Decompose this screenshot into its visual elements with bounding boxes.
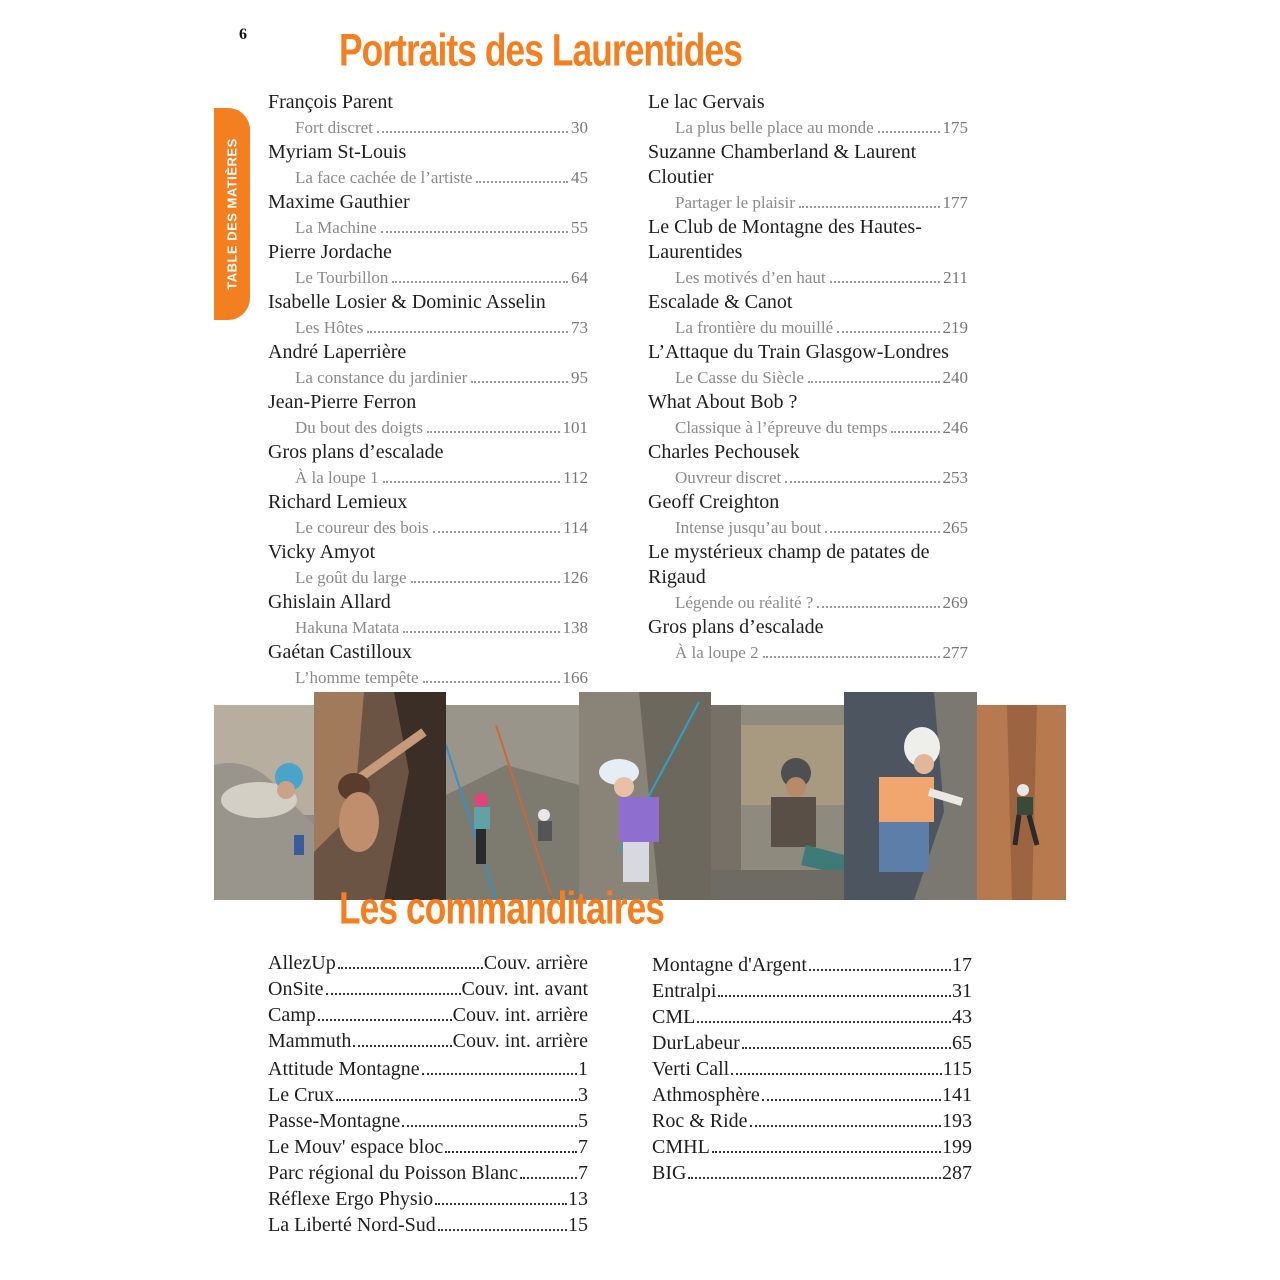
toc-entry-subtitle: Classique à l’épreuve du temps — [675, 418, 888, 437]
toc-entry-subtitle: À la loupe 2 — [675, 643, 759, 662]
toc-entry[interactable] — [648, 540, 968, 615]
toc-entry[interactable] — [268, 440, 588, 490]
dot-leader — [712, 1151, 941, 1153]
toc-entry-subtitle: La plus belle place au monde — [675, 118, 874, 137]
dot-leader — [338, 967, 483, 969]
toc-entry-page: 112 — [563, 468, 588, 487]
page-number: 6 — [239, 26, 247, 43]
dot-leader — [423, 681, 560, 683]
toc-entry-page: 211 — [943, 268, 968, 287]
sponsor-page: Couv. int. arrière — [452, 1004, 588, 1026]
toc-entry-subtitle: À la loupe 1 — [295, 468, 379, 487]
section-title-portraits: Portraits des Laurentides — [339, 26, 742, 77]
dot-leader — [809, 969, 951, 971]
toc-entry-title: Isabelle Losier & Dominic Asselin — [268, 291, 546, 313]
toc-entry-page: 55 — [571, 218, 588, 237]
dot-leader — [476, 181, 568, 183]
toc-entry-subtitle-row — [648, 265, 968, 290]
dot-leader — [433, 531, 561, 533]
toc-entry-subtitle: Le goût du large — [295, 568, 407, 587]
sponsor-row[interactable] — [652, 978, 972, 1004]
dot-leader — [353, 1045, 451, 1047]
toc-entry[interactable] — [268, 90, 588, 140]
dot-leader — [411, 581, 560, 583]
sponsor-name: Mammuth — [268, 1030, 352, 1052]
dot-leader — [438, 1229, 567, 1231]
toc-entry-page: 95 — [571, 368, 588, 387]
side-tab-table-of-contents — [214, 108, 250, 320]
sponsor-page: 15 — [568, 1214, 588, 1236]
sponsors-right-column — [652, 952, 972, 1186]
toc-entry-subtitle: La face cachée de l’artiste — [295, 168, 473, 187]
photo-5 — [711, 705, 844, 900]
toc-entry-subtitle: Les motivés d’en haut — [675, 268, 826, 287]
toc-entry-title: François Parent — [268, 91, 393, 113]
toc-entry-subtitle-row — [648, 365, 968, 390]
dot-leader — [830, 281, 941, 283]
toc-entry-subtitle-row — [268, 265, 588, 290]
sponsor-row[interactable] — [652, 1082, 972, 1108]
toc-entry-title: L’Attaque du Train Glasgow-Londres — [648, 341, 949, 363]
toc-entry-subtitle-row — [648, 590, 968, 615]
sponsor-page: Couv. int. arrière — [452, 1030, 588, 1052]
toc-entry-subtitle-row — [268, 315, 588, 340]
toc-entry[interactable] — [268, 190, 588, 240]
toc-entry-title: Gros plans d’escalade — [648, 616, 824, 638]
toc-entry-subtitle-row — [648, 315, 968, 340]
sponsor-name: CMHL — [652, 1136, 710, 1158]
toc-entry-title: Le lac Gervais — [648, 91, 765, 113]
photo-3 — [446, 705, 579, 900]
sponsor-row[interactable] — [268, 950, 588, 976]
photo-strip — [214, 690, 1066, 900]
sponsor-row[interactable] — [268, 1082, 588, 1108]
sponsor-row[interactable] — [268, 1108, 588, 1134]
sponsor-row[interactable] — [268, 976, 588, 1002]
sponsor-page: 13 — [568, 1188, 588, 1210]
toc-entry-subtitle-row — [268, 215, 588, 240]
dot-leader — [318, 1019, 452, 1021]
sponsor-row[interactable] — [652, 952, 972, 978]
toc-entry-subtitle-row — [648, 640, 968, 665]
dot-leader — [825, 531, 939, 533]
sponsor-page: 115 — [942, 1058, 972, 1080]
toc-entry-subtitle-row — [648, 515, 968, 540]
sponsor-name: Attitude Montagne — [268, 1058, 420, 1080]
photo-4 — [579, 692, 711, 900]
sponsor-page: 43 — [952, 1006, 972, 1028]
toc-entry-page: 265 — [942, 518, 968, 537]
sponsor-name: DurLabeur — [652, 1032, 740, 1054]
dot-leader — [383, 481, 561, 483]
toc-entry[interactable] — [268, 640, 588, 690]
dot-leader — [336, 1099, 577, 1101]
sponsor-name: Réflexe Ergo Physio — [268, 1188, 434, 1210]
sponsor-name: Verti Call — [652, 1058, 730, 1080]
toc-entry-title: Maxime Gauthier — [268, 191, 410, 213]
toc-entry[interactable] — [268, 240, 588, 290]
toc-entry[interactable] — [648, 615, 968, 665]
sponsor-page: 287 — [942, 1162, 972, 1184]
sponsor-row[interactable] — [268, 1028, 588, 1054]
toc-entry-page: 166 — [562, 668, 588, 687]
sponsor-page: 7 — [578, 1162, 588, 1184]
toc-entry-subtitle: Fort discret — [295, 118, 373, 137]
photo-7 — [977, 705, 1066, 900]
sponsor-name: Camp — [268, 1004, 316, 1026]
sponsor-page: Couv. int. avant — [461, 978, 588, 1000]
sponsor-name: BIG — [652, 1162, 687, 1184]
toc-entry-subtitle: La constance du jardinier — [295, 368, 468, 387]
toc-entry-title: Geoff Creighton — [648, 491, 780, 513]
toc-entry-title: Escalade & Canot — [648, 291, 793, 313]
dot-leader — [742, 1047, 951, 1049]
sponsor-row[interactable] — [652, 1030, 972, 1056]
sponsors-left-column — [268, 950, 588, 1238]
section-title-sponsors: Les commanditaires — [339, 884, 665, 935]
sponsor-row[interactable] — [652, 1004, 972, 1030]
toc-entry-subtitle: Du bout des doigts — [295, 418, 423, 437]
sponsor-name: AllezUp — [268, 952, 336, 974]
toc-entry-title: Richard Lemieux — [268, 491, 408, 513]
sponsor-name: Roc & Ride — [652, 1110, 748, 1132]
dot-leader — [878, 131, 940, 133]
sponsor-row[interactable] — [268, 1212, 588, 1238]
dot-leader — [367, 331, 568, 333]
toc-entry-subtitle-row — [268, 565, 588, 590]
dot-leader — [392, 281, 568, 283]
toc-entry-page: 64 — [571, 268, 588, 287]
sponsor-name: Le Crux — [268, 1084, 335, 1106]
sponsor-page: 17 — [952, 954, 972, 976]
dot-leader — [377, 131, 568, 133]
side-tab-label: TABLE DES MATIÈRES — [224, 138, 240, 290]
sponsor-name: La Liberté Nord-Sud — [268, 1214, 436, 1236]
toc-entry-title: Myriam St-Louis — [268, 141, 407, 163]
dot-leader — [750, 1125, 941, 1127]
toc-entry-subtitle-row — [648, 190, 968, 215]
toc-entry[interactable] — [268, 390, 588, 440]
dot-leader — [422, 1073, 577, 1075]
toc-entry-subtitle: L’homme tempête — [295, 668, 419, 687]
toc-entry-page: 177 — [942, 193, 968, 212]
toc-entry[interactable] — [648, 140, 968, 215]
toc-entry-page: 114 — [563, 518, 588, 537]
toc-entry-subtitle: La Machine — [295, 218, 377, 237]
toc-entry-title: Vicky Amyot — [268, 541, 376, 563]
sponsor-page: Couv. arrière — [483, 952, 588, 974]
sponsor-row[interactable] — [268, 1160, 588, 1186]
toc-entry-page: 269 — [942, 593, 968, 612]
toc-entry[interactable] — [268, 140, 588, 190]
photo-1 — [214, 705, 314, 900]
sponsor-name: Athmosphère — [652, 1084, 760, 1106]
sponsor-row[interactable] — [652, 1160, 972, 1186]
toc-entry-title: Ghislain Allard — [268, 591, 391, 613]
sponsor-row[interactable] — [268, 1186, 588, 1212]
toc-entry[interactable] — [268, 590, 588, 640]
sponsor-page: 199 — [942, 1136, 972, 1158]
toc-entry[interactable] — [648, 90, 968, 140]
toc-entry-subtitle-row — [268, 365, 588, 390]
toc-entry-page: 126 — [562, 568, 588, 587]
toc-entry-page: 240 — [942, 368, 968, 387]
toc-entry-subtitle-row — [268, 165, 588, 190]
toc-entry-title: Gros plans d’escalade — [268, 441, 444, 463]
toc-entry-title: Le Club de Montagne des Hautes-Laurentides — [648, 216, 922, 263]
toc-entry-page: 253 — [942, 468, 968, 487]
toc-entry-page: 246 — [942, 418, 968, 437]
sponsor-page: 31 — [952, 980, 972, 1002]
toc-entry-title: What About Bob ? — [648, 391, 798, 413]
toc-entry-title: Gaétan Castilloux — [268, 641, 412, 663]
toc-entry-subtitle-row — [648, 415, 968, 440]
toc-entry-subtitle: Le Tourbillon — [295, 268, 389, 287]
toc-entry-subtitle-row — [268, 415, 588, 440]
toc-entry[interactable] — [648, 290, 968, 340]
sponsor-page: 141 — [942, 1084, 972, 1106]
sponsor-row[interactable] — [652, 1056, 972, 1082]
dot-leader — [471, 381, 568, 383]
dot-leader — [403, 631, 559, 633]
dot-leader — [817, 606, 939, 608]
sponsor-name: Le Mouv' espace bloc — [268, 1136, 444, 1158]
toc-entry[interactable] — [648, 215, 968, 290]
toc-entry-title: Le mystérieux champ de patates de Rigaud — [648, 541, 930, 588]
toc-entry-subtitle-row — [648, 115, 968, 140]
toc-entry-title: Pierre Jordache — [268, 241, 392, 263]
toc-entry-page: 175 — [942, 118, 968, 137]
sponsor-row[interactable] — [268, 1134, 588, 1160]
toc-entry[interactable] — [268, 490, 588, 540]
toc-entry-subtitle: Le coureur des bois — [295, 518, 429, 537]
sponsor-page: 193 — [942, 1110, 972, 1132]
sponsor-page: 3 — [578, 1084, 588, 1106]
toc-entry-title: André Laperrière — [268, 341, 407, 363]
toc-entry[interactable] — [648, 340, 968, 390]
sponsor-row[interactable] — [652, 1108, 972, 1134]
toc-entry-page: 101 — [562, 418, 588, 437]
toc-entry-subtitle: Le Casse du Siècle — [675, 368, 804, 387]
dot-leader — [731, 1073, 942, 1075]
toc-entry[interactable] — [268, 340, 588, 390]
photo-2 — [314, 692, 446, 900]
toc-entry-page: 219 — [942, 318, 968, 337]
toc-entry-subtitle-row — [268, 665, 588, 690]
sponsor-page: 5 — [578, 1110, 588, 1132]
toc-entry-subtitle: Intense jusqu’au bout — [675, 518, 822, 537]
toc-entry-subtitle: Hakuna Matata — [295, 618, 400, 637]
sponsor-row[interactable] — [268, 1056, 588, 1082]
dot-leader — [785, 481, 939, 483]
sponsor-page: 7 — [578, 1136, 588, 1158]
sponsor-page: 65 — [952, 1032, 972, 1054]
toc-entry-subtitle: Ouvreur discret — [675, 468, 782, 487]
toc-left-column — [268, 90, 588, 690]
toc-entry[interactable] — [648, 490, 968, 540]
toc-right-column — [648, 90, 968, 665]
sponsor-row[interactable] — [652, 1134, 972, 1160]
dot-leader — [688, 1177, 941, 1179]
sponsor-name: Montagne d'Argent — [652, 954, 807, 976]
dot-leader — [762, 1099, 941, 1101]
toc-entry-subtitle: Partager le plaisir — [675, 193, 795, 212]
dot-leader — [718, 995, 951, 997]
dot-leader — [891, 431, 939, 433]
toc-entry-title: Jean-Pierre Ferron — [268, 391, 417, 413]
dot-leader — [445, 1151, 577, 1153]
dot-leader — [402, 1125, 577, 1127]
toc-entry-page: 45 — [571, 168, 588, 187]
toc-entry-subtitle-row — [268, 615, 588, 640]
toc-entry-page: 277 — [942, 643, 968, 662]
dot-leader — [381, 231, 568, 233]
sponsor-name: Parc régional du Poisson Blanc — [268, 1162, 518, 1184]
dot-leader — [697, 1021, 951, 1023]
sponsor-page: 1 — [578, 1058, 588, 1080]
sponsor-name: Passe-Montagne — [268, 1110, 401, 1132]
toc-entry-page: 30 — [571, 118, 588, 137]
sponsor-name: CML — [652, 1006, 696, 1028]
sponsor-row[interactable] — [268, 1002, 588, 1028]
photo-6 — [844, 692, 977, 900]
toc-entry[interactable] — [648, 390, 968, 440]
dot-leader — [427, 431, 560, 433]
dot-leader — [763, 656, 940, 658]
toc-entry-subtitle-row — [268, 515, 588, 540]
toc-entry-subtitle-row — [268, 115, 588, 140]
toc-entry[interactable] — [268, 540, 588, 590]
dot-leader — [837, 331, 939, 333]
sponsor-name: Entralpi — [652, 980, 717, 1002]
toc-entry-title: Charles Pechousek — [648, 441, 800, 463]
toc-entry[interactable] — [648, 440, 968, 490]
toc-entry-subtitle: Légende ou réalité ? — [675, 593, 814, 612]
toc-entry[interactable] — [268, 290, 588, 340]
toc-entry-subtitle: Les Hôtes — [295, 318, 364, 337]
toc-entry-page: 73 — [571, 318, 588, 337]
dot-leader — [808, 381, 940, 383]
dot-leader — [326, 993, 461, 995]
sponsor-name: OnSite — [268, 978, 324, 1000]
toc-entry-page: 138 — [562, 618, 588, 637]
dot-leader — [435, 1203, 567, 1205]
toc-entry-title: Suzanne Chamberland & Laurent Cloutier — [648, 141, 917, 188]
toc-entry-subtitle-row — [268, 465, 588, 490]
toc-entry-subtitle-row — [648, 465, 968, 490]
toc-entry-subtitle: La frontière du mouillé — [675, 318, 834, 337]
dot-leader — [799, 206, 940, 208]
dot-leader — [520, 1177, 577, 1179]
